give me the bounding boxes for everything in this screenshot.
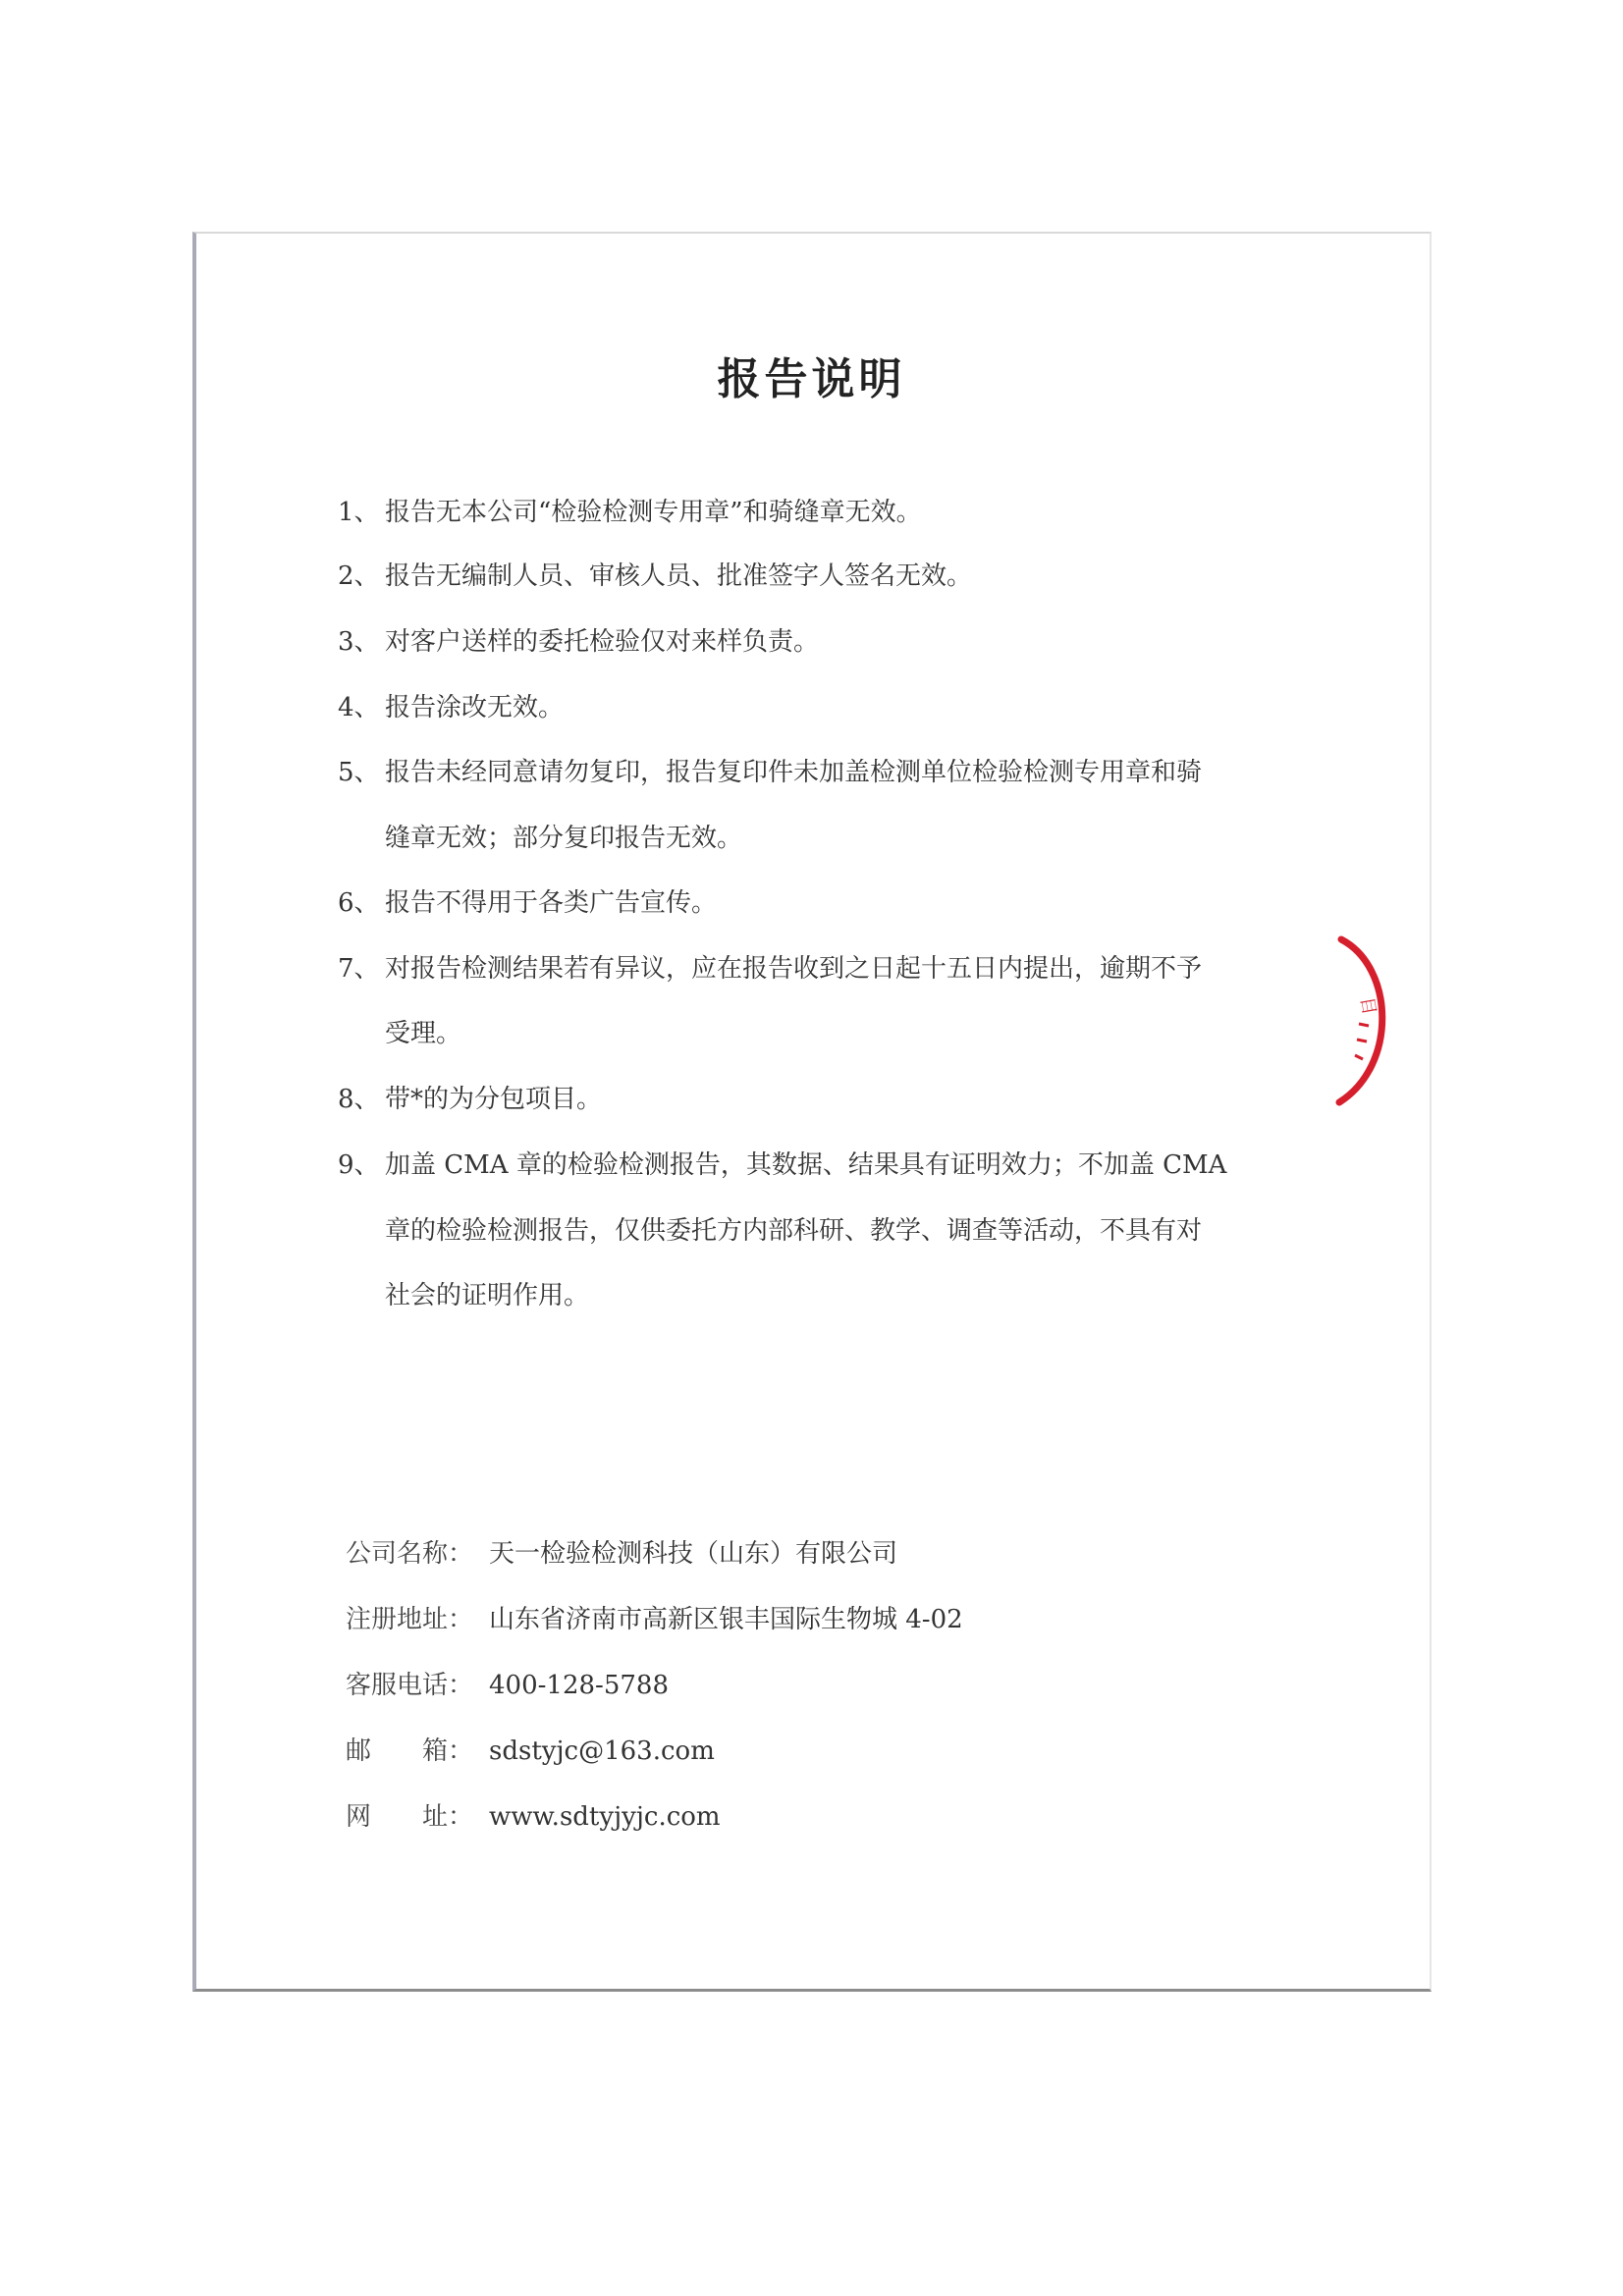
note-number: 7、 <box>338 954 380 984</box>
company-phone-row <box>346 1669 669 1702</box>
note-text: 加盖 CMA 章的检验检测报告，其数据、结果具有证明效力；不加盖 CMA <box>385 1150 1227 1180</box>
company-name-row <box>346 1537 897 1571</box>
company-name-value: 天一检验检测科技（山东）有限公司 <box>489 1539 898 1569</box>
note-item-9 <box>338 1148 1226 1182</box>
company-address-value: 山东省济南市高新区银丰国际生物城 4-02 <box>489 1605 963 1634</box>
seal-mark <box>1355 1055 1363 1059</box>
note-text: 报告无本公司“检验检测专用章”和骑缝章无效。 <box>385 498 922 527</box>
note-item-2 <box>338 560 972 593</box>
note-number: 1、 <box>338 498 380 527</box>
note-item-5-continued <box>385 822 742 855</box>
note-number: 3、 <box>338 627 380 657</box>
note-item-9-continued-1 <box>385 1214 1202 1248</box>
note-number: 8、 <box>338 1085 380 1114</box>
page-title: 报告说明 <box>717 354 906 404</box>
note-text: 缝章无效；部分复印报告无效。 <box>385 824 743 853</box>
note-item-6 <box>338 886 717 920</box>
company-website-label: 网 址： <box>346 1802 474 1832</box>
note-text: 对客户送样的委托检验仅对来样负责。 <box>385 627 820 657</box>
company-email-value: sdstyjc@163.com <box>489 1736 715 1766</box>
note-item-9-continued-2 <box>385 1279 589 1312</box>
note-text: 对报告检测结果若有异议，应在报告收到之日起十五日内提出，逾期不予 <box>385 954 1203 984</box>
seal-mark <box>1359 1024 1369 1026</box>
note-text: 报告涂改无效。 <box>385 693 565 722</box>
note-text: 报告未经同意请勿复印，报告复印件未加盖检测单位检验检测专用章和骑 <box>385 758 1203 787</box>
note-text: 社会的证明作用。 <box>385 1281 590 1310</box>
note-number: 2、 <box>338 561 380 591</box>
seal-arc <box>1339 939 1382 1102</box>
seal-glyph: 目 <box>1356 995 1380 1017</box>
company-email-label: 邮 箱： <box>346 1736 474 1766</box>
note-item-3 <box>338 625 819 659</box>
note-text: 报告无编制人员、审核人员、批准签字人签名无效。 <box>385 561 973 591</box>
company-email-row <box>346 1735 715 1768</box>
seal-mark <box>1357 1040 1367 1041</box>
company-name-label: 公司名称： <box>346 1539 474 1569</box>
company-phone-value: 400-128-5788 <box>489 1671 669 1700</box>
note-number: 4、 <box>338 693 380 722</box>
official-seal-fragment <box>1333 937 1402 1104</box>
company-website-row <box>346 1800 721 1834</box>
note-item-7-continued <box>385 1017 461 1050</box>
note-number: 9、 <box>338 1150 380 1180</box>
note-number: 5、 <box>338 758 380 787</box>
note-item-4 <box>338 691 564 724</box>
note-item-8 <box>338 1083 602 1116</box>
company-phone-label: 客服电话： <box>346 1671 474 1700</box>
note-item-7 <box>338 952 1202 986</box>
note-text: 带*的为分包项目。 <box>385 1085 603 1114</box>
note-text: 章的检验检测报告，仅供委托方内部科研、教学、调查等活动，不具有对 <box>385 1216 1203 1246</box>
company-address-label: 注册地址： <box>346 1605 474 1634</box>
note-text: 报告不得用于各类广告宣传。 <box>385 888 718 918</box>
company-address-row <box>346 1603 963 1636</box>
company-website-value: www.sdtyjyjc.com <box>489 1802 721 1832</box>
note-item-1 <box>338 496 922 529</box>
note-item-5 <box>338 756 1202 789</box>
note-number: 6、 <box>338 888 380 918</box>
note-text: 受理。 <box>385 1019 462 1048</box>
